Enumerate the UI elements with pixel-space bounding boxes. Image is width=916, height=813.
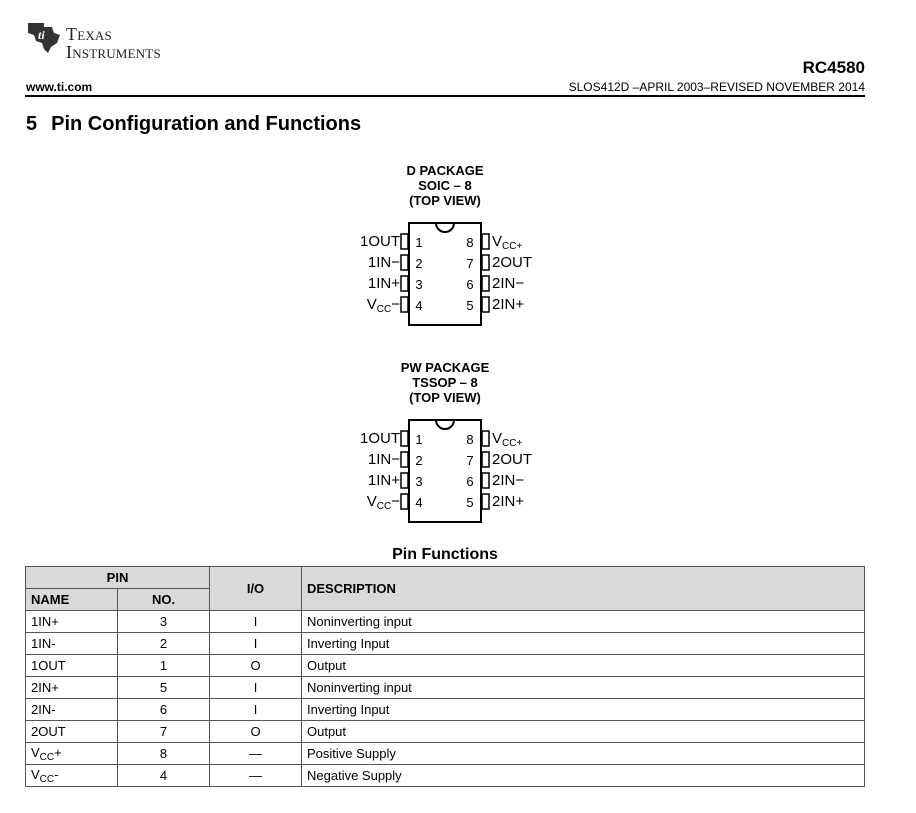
pin-functions-table [25,566,865,787]
pin-4-number: 4 [415,298,423,313]
pin-description-cell: Noninverting input [302,611,865,633]
pin-1-number: 1 [415,432,423,447]
pin-8-name: $V_{CC+}$ [492,430,523,449]
package-view: (TOP VIEW) [409,390,481,405]
pin-description-cell: Inverting Input [302,699,865,721]
name-header: NAME [26,589,118,611]
package-type: SOIC – 8 [418,178,472,193]
pin-number-cell: 8 [118,743,210,765]
table-row [26,765,865,787]
description-header: DESCRIPTION [302,567,865,611]
pin-2-name: 1IN− [367,451,400,468]
document-reference: SLOS412D –APRIL 2003–REVISED NOVEMBER 2014 [568,80,865,94]
package-view: (TOP VIEW) [409,193,481,208]
pin-io-cell: I [210,699,302,721]
pin-5-number: 5 [466,298,474,313]
pin-5-name: 2IN+ [492,296,525,313]
pin-3-name: 1IN+ [367,275,400,292]
table-row [26,677,865,699]
pin-io-cell: — [210,765,302,787]
pin-3-number: 3 [415,474,423,489]
table-row [26,721,865,743]
pin-4-name: $V_{CC}-$ [366,296,400,315]
table-row [26,655,865,677]
d-package-diagram [330,222,560,332]
table-row [26,699,865,721]
pin-name-cell: 2OUT [26,721,118,743]
pin-7-number: 7 [466,256,474,271]
pin-number-cell: 3 [118,611,210,633]
pw-package-diagram [330,419,560,529]
pin-description-cell: Negative Supply [302,765,865,787]
pin-description-cell: Inverting Input [302,633,865,655]
pin-number-cell: 2 [118,633,210,655]
texas-state-logo-icon [26,19,62,55]
pin-number-cell: 5 [118,677,210,699]
pin-description-cell: Output [302,655,865,677]
pin-5-name: 2IN+ [492,493,525,510]
logo-line-1: Texas [66,24,112,44]
website-link[interactable]: www.ti.com [26,80,93,94]
logo-line-2: Instruments [66,42,161,62]
pin-io-cell: O [210,721,302,743]
pin-functions-title: Pin Functions [392,546,498,563]
pin-4-name: $V_{CC}-$ [366,493,400,512]
pin-number-cell: 4 [118,765,210,787]
pin-3-number: 3 [415,277,423,292]
svg-text:ti: ti [38,28,45,42]
pin-2-name: 1IN− [367,254,400,271]
pin-name-cell: 1IN+ [26,611,118,633]
pin-7-name: 2OUT [492,254,533,271]
package-name: PW PACKAGE [400,360,490,375]
pin-1-name: 1OUT [359,233,400,250]
ti-logo [26,19,196,63]
section-number: 5 [26,113,38,135]
section-heading [26,113,361,136]
pin-3-name: 1IN+ [367,472,400,489]
pin-number-cell: 6 [118,699,210,721]
pin-1-number: 1 [415,235,423,250]
pw-package-label [345,360,545,405]
pin-6-name: 2IN− [492,472,525,489]
pin-io-cell: I [210,633,302,655]
pin-description-cell: Positive Supply [302,743,865,765]
pin-6-number: 6 [466,277,474,292]
pin-name-cell: $V_{CC}+$ [26,743,118,765]
pin-6-name: 2IN− [492,275,525,292]
pin-number-cell: 7 [118,721,210,743]
pin-number-cell: 1 [118,655,210,677]
pin-header: PIN [26,567,210,589]
io-header: I/O [210,567,302,611]
pin-7-number: 7 [466,453,474,468]
pin-7-name: 2OUT [492,451,533,468]
pin-6-number: 6 [466,474,474,489]
logo-wordmark [66,25,161,61]
header-rule [25,95,865,97]
pin-io-cell: — [210,743,302,765]
pin-8-number: 8 [466,432,474,447]
pin-8-name: $V_{CC+}$ [492,233,523,252]
table-row [26,611,865,633]
pin-io-cell: O [210,655,302,677]
pin-name-cell: 2IN+ [26,677,118,699]
part-number: RC4580 [802,58,865,77]
pin-2-number: 2 [415,256,423,271]
table-row [26,743,865,765]
no-header: NO. [118,589,210,611]
pin-io-cell: I [210,677,302,699]
pin-description-cell: Noninverting input [302,677,865,699]
pin-name-cell: 1IN- [26,633,118,655]
pin-name-cell: $V_{CC}-$ [26,765,118,787]
d-package-label [345,163,545,208]
package-name: D PACKAGE [406,163,484,178]
section-title: Pin Configuration and Functions [51,113,362,135]
pin-1-name: 1OUT [359,430,400,447]
package-type: TSSOP – 8 [412,375,478,390]
pin-5-number: 5 [466,495,474,510]
pin-4-number: 4 [415,495,423,510]
pin-name-cell: 1OUT [26,655,118,677]
pin-name-cell: 2IN- [26,699,118,721]
pin-description-cell: Output [302,721,865,743]
table-row [26,633,865,655]
pin-2-number: 2 [415,453,423,468]
pin-io-cell: I [210,611,302,633]
pin-8-number: 8 [466,235,474,250]
